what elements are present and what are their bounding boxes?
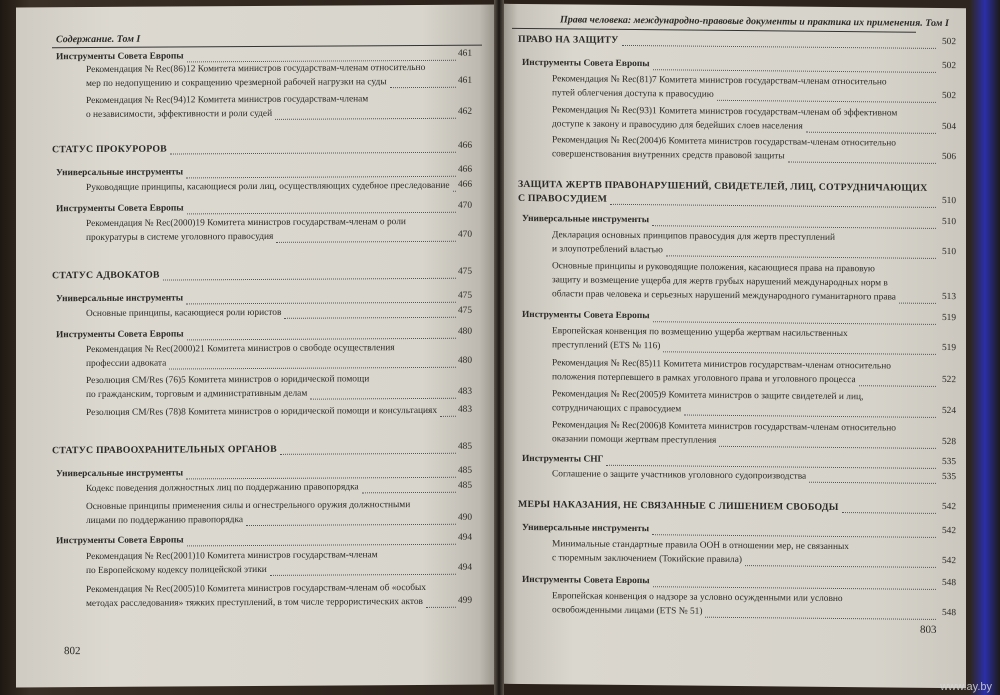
toc-subheading: Инструменты Совета Европы: [56, 329, 184, 341]
toc-leader-dots: [806, 131, 936, 134]
toc-entry-text: Минимальные стандартные правила ООН в отношении мер, не связанных: [552, 539, 849, 553]
toc-page-number: 519: [941, 342, 956, 354]
toc-page-number: 483: [457, 386, 472, 397]
toc-leader-dots: [842, 511, 936, 514]
toc-page-number: 528: [941, 436, 956, 448]
toc-section-heading: СТАТУС ПРОКУРОРОВ: [52, 143, 167, 156]
toc-page-number: 461: [457, 48, 472, 59]
toc-entry-text: Основные принципы и руководящие положения, касающиеся права на правовую: [552, 261, 875, 275]
toc-leader-dots: [163, 277, 456, 281]
toc-leader-dots: [453, 190, 456, 192]
toc-leader-dots: [246, 523, 456, 526]
toc-leader-dots: [186, 301, 456, 305]
toc-leader-dots: [622, 44, 936, 49]
toc-page-number: 548: [941, 607, 956, 619]
toc-entry-text: с тюремным заключением (Токийские правила): [552, 553, 742, 566]
toc-page-number: 548: [941, 577, 956, 589]
toc-entry-text: Рекомендация № Rec(2001)10 Комитета министров государствам-членам: [86, 550, 378, 563]
toc-entry-text: Европейская конвенция по возмещению ущерба жертвам насильственных: [552, 326, 848, 340]
toc-leader-dots: [705, 616, 936, 620]
toc-page-number: 466: [457, 164, 472, 175]
toc-page-number: 524: [941, 405, 956, 417]
toc-leader-dots: [276, 240, 456, 243]
toc-entry-text: Основные принципы, касающиеся роли юристов: [86, 307, 282, 320]
toc-section-heading: С ПРАВОСУДИЕМ: [518, 192, 608, 205]
toc-entry-text: доступе к закону и правосудию для бедейших слоев населения: [552, 119, 803, 132]
toc-section-heading: ЗАЩИТА ЖЕРТВ ПРАВОНАРУШЕНИЙ, СВИДЕТЕЛЕЙ, ЛИЦ, СОТРУДНИЧАЮЩИХ: [518, 178, 928, 194]
toc-page-number: 542: [941, 555, 956, 567]
toc-page-number: 466: [457, 179, 472, 190]
toc-section-heading: СТАТУС ПРАВООХРАНИТЕЛЬНЫХ ОРГАНОВ: [52, 443, 277, 457]
right-page-number: 803: [920, 623, 937, 636]
toc-page-number: 510: [941, 246, 956, 258]
toc-page-number: 490: [457, 512, 472, 523]
toc-leader-dots: [652, 224, 936, 229]
toc-leader-dots: [270, 573, 456, 576]
toc-subheading: Универсальные инструменты: [522, 213, 650, 226]
toc-page-number: 506: [941, 151, 956, 163]
toc-entry-text: путей облегчения доступа к правосудию: [552, 88, 714, 100]
toc-page-number: 502: [941, 60, 956, 72]
toc-page-number: 504: [941, 121, 956, 133]
right-header-rule: [512, 28, 916, 33]
toc-entry-text: области прав человека и серьезных нарушений международного гуманитарного права: [552, 289, 896, 303]
toc-leader-dots: [426, 606, 456, 608]
toc-entry-text: Кодекс поведения должностных лиц по поддержанию правопорядка: [86, 482, 359, 495]
toc-leader-dots: [606, 464, 936, 469]
toc-entry-text: защиту и возмещение ущерба для жертв грубых нарушений международных норм в: [552, 275, 888, 289]
book-spine: [494, 0, 504, 695]
toc-subheading: Универсальные инструменты: [56, 167, 184, 179]
toc-subheading: Универсальные инструменты: [56, 468, 184, 480]
toc-entry-text: положения потерпевшего в рамках уголовного права и уголовного процесса: [552, 372, 856, 386]
toc-entry-text: и злоупотреблений властью: [552, 244, 663, 256]
toc-entry-text: Соглашение о защите участников уголовного судопроизводства: [552, 469, 807, 482]
toc-leader-dots: [653, 320, 936, 325]
toc-page-number: 470: [457, 229, 472, 240]
toc-entry-text: Руководящие принципы, касающиеся роли лиц, осуществляющих судебное преследование: [86, 180, 450, 194]
toc-leader-dots: [684, 414, 936, 418]
toc-leader-dots: [666, 254, 936, 259]
toc-page-number: 480: [457, 355, 472, 366]
toc-leader-dots: [440, 415, 456, 417]
toc-entry-text: Рекомендация № Rec(2005)10 Комитета министров государствам-членам об «особых: [86, 582, 426, 596]
toc-entry-text: Рекомендация № Rec(2004)6 Комитета министров государствам-членам относительно: [552, 135, 896, 149]
toc-page-number: 480: [457, 326, 472, 337]
toc-page-number: 475: [457, 290, 472, 301]
toc-subheading: Инструменты Совета Европы: [56, 203, 184, 215]
toc-leader-dots: [362, 491, 456, 494]
toc-page-number: 510: [941, 195, 956, 207]
toc-leader-dots: [186, 175, 456, 179]
toc-page-number: 475: [457, 305, 472, 316]
toc-entry-text: о независимости, эффективности и роли судей: [86, 108, 273, 121]
toc-leader-dots: [899, 302, 936, 304]
toc-page-number: 519: [941, 312, 956, 324]
toc-subheading: Универсальные инструменты: [522, 522, 650, 535]
toc-entry-text: преступлений (ETS № 116): [552, 340, 661, 352]
toc-leader-dots: [169, 366, 456, 370]
toc-entry-text: Резолюция CM/Res (78)8 Комитета министров о юридической помощи и консультациях: [86, 405, 438, 419]
toc-entry-text: Европейская конвенция о надзоре за условно осужденными или условно: [552, 591, 843, 605]
toc-page-number: 535: [941, 456, 956, 468]
toc-entry-text: Рекомендация № Rec(85)11 Комитета министров государствам-членам относительно: [552, 358, 891, 372]
toc-leader-dots: [170, 151, 456, 155]
toc-entry-text: Резолюция CM/Res (76)5 Комитета министров о юридической помощи: [86, 374, 370, 387]
toc-subheading: Универсальные инструменты: [56, 293, 184, 305]
toc-leader-dots: [310, 397, 456, 400]
toc-leader-dots: [719, 445, 936, 449]
toc-leader-dots: [280, 452, 456, 455]
toc-subheading: Инструменты Совета Европы: [522, 574, 650, 587]
toc-page-number: 502: [941, 90, 956, 102]
toc-leader-dots: [745, 564, 936, 568]
toc-entry-text: Основные принципы применения силы и огнестрельного оружия должностными: [86, 500, 411, 513]
toc-section-heading: ПРАВО НА ЗАЩИТУ: [518, 33, 619, 46]
toc-leader-dots: [284, 316, 456, 319]
toc-page-number: 513: [941, 291, 956, 303]
toc-leader-dots: [610, 203, 936, 208]
toc-subheading: Инструменты СНГ: [522, 453, 604, 465]
toc-page-number: 485: [457, 465, 472, 476]
toc-entry-text: Рекомендация № Rec(2000)19 Комитета министров государствам-членам о роли: [86, 217, 406, 230]
toc-leader-dots: [390, 86, 456, 88]
toc-page-number: 461: [457, 75, 472, 86]
left-header-rule: [52, 45, 482, 49]
toc-page-number: 483: [457, 404, 472, 415]
toc-leader-dots: [187, 543, 456, 547]
toc-leader-dots: [187, 337, 456, 341]
toc-page-number: 502: [941, 36, 956, 48]
toc-page-number: 499: [457, 595, 472, 606]
toc-leader-dots: [809, 481, 936, 484]
toc-page-number: 542: [941, 525, 956, 537]
toc-entry-text: методах расследования» тяжких преступлений, в том числе террористических актов: [86, 596, 423, 610]
toc-page-number: 535: [941, 471, 956, 483]
toc-entry-text: по гражданским, торговым и административным делам: [86, 388, 308, 401]
toc-section-heading: МЕРЫ НАКАЗАНИЯ, НЕ СВЯЗАННЫЕ С ЛИШЕНИЕМ СВОБОДЫ: [518, 498, 839, 513]
toc-leader-dots: [717, 99, 936, 103]
toc-leader-dots: [652, 533, 936, 538]
toc-page-number: 466: [457, 140, 472, 151]
left-page-number: 802: [64, 645, 81, 658]
toc-leader-dots: [653, 585, 936, 590]
toc-entry-text: освобожденными лицами (ETS № 51): [552, 605, 703, 617]
toc-leader-dots: [788, 161, 936, 164]
toc-leader-dots: [653, 68, 936, 73]
toc-entry-text: лицами по поддержанию правопорядка: [86, 515, 244, 527]
toc-leader-dots: [275, 117, 456, 120]
toc-leader-dots: [663, 350, 936, 355]
toc-entry-text: профессии адвоката: [86, 358, 167, 370]
right-running-head: Права человека: международно-правовые документы и практика их применения. Том I: [560, 14, 949, 30]
left-page: [16, 5, 494, 688]
toc-entry-text: мер по недопущению и сокращению чрезмерной рабочей нагрузки на суды: [86, 77, 387, 90]
toc-page-number: 494: [457, 562, 472, 573]
toc-page-number: 522: [941, 374, 956, 386]
watermark: www.ay.by: [940, 681, 992, 693]
toc-leader-dots: [187, 211, 456, 215]
toc-entry-text: Рекомендация № Rec(2006)8 Комитета министров государствам-членам относительно: [552, 420, 896, 434]
toc-page-number: 475: [457, 266, 472, 277]
toc-subheading: Инструменты Совета Европы: [56, 51, 184, 63]
toc-page-number: 462: [457, 106, 472, 117]
toc-entry-text: совершенствования внутренних средств правовой защиты: [552, 149, 785, 162]
left-running-head: Содержание. Том I: [56, 33, 141, 46]
toc-entry-text: Рекомендация № Rec(86)12 Комитета министров государствам-членам относительно: [86, 62, 426, 76]
toc-page-number: 485: [457, 441, 472, 452]
toc-entry-text: сотрудничающих с правосудием: [552, 403, 682, 415]
toc-entry-text: прокуратуры в системе уголовного правосудия: [86, 231, 274, 244]
toc-page-number: 494: [457, 532, 472, 543]
toc-leader-dots: [186, 476, 456, 480]
toc-entry-text: по Европейскому кодексу полицейской этики: [86, 564, 267, 577]
toc-page-number: 485: [457, 480, 472, 491]
toc-entry-text: Рекомендация № Rec(81)7 Комитета министров государствам-членам относительно: [552, 74, 887, 88]
toc-page-number: 542: [941, 501, 956, 513]
toc-entry-text: Декларация основных принципов правосудия для жертв преступлений: [552, 230, 836, 243]
toc-subheading: Инструменты Совета Европы: [522, 57, 650, 70]
toc-subheading: Инструменты Совета Европы: [56, 535, 184, 547]
toc-leader-dots: [859, 384, 936, 387]
toc-entry-text: Рекомендация № Rec(2000)21 Комитета министров о свободе осуществления: [86, 343, 395, 356]
toc-entry-text: Рекомендация № Rec(2005)9 Комитета министров о защите свидетелей и лиц,: [552, 389, 864, 403]
right-page: [504, 4, 966, 688]
toc-entry-text: Рекомендация № Rec(93)1 Комитета министров государствам-членам об эффективном: [552, 105, 898, 119]
toc-entry-text: Рекомендация № Rec(94)12 Комитета министров государствам-членам: [86, 94, 369, 107]
toc-entry-text: оказании помощи жертвам преступления: [552, 434, 717, 446]
toc-page-number: 510: [941, 216, 956, 228]
toc-page-number: 470: [457, 200, 472, 211]
toc-subheading: Инструменты Совета Европы: [522, 309, 650, 322]
toc-section-heading: СТАТУС АДВОКАТОВ: [52, 269, 160, 282]
